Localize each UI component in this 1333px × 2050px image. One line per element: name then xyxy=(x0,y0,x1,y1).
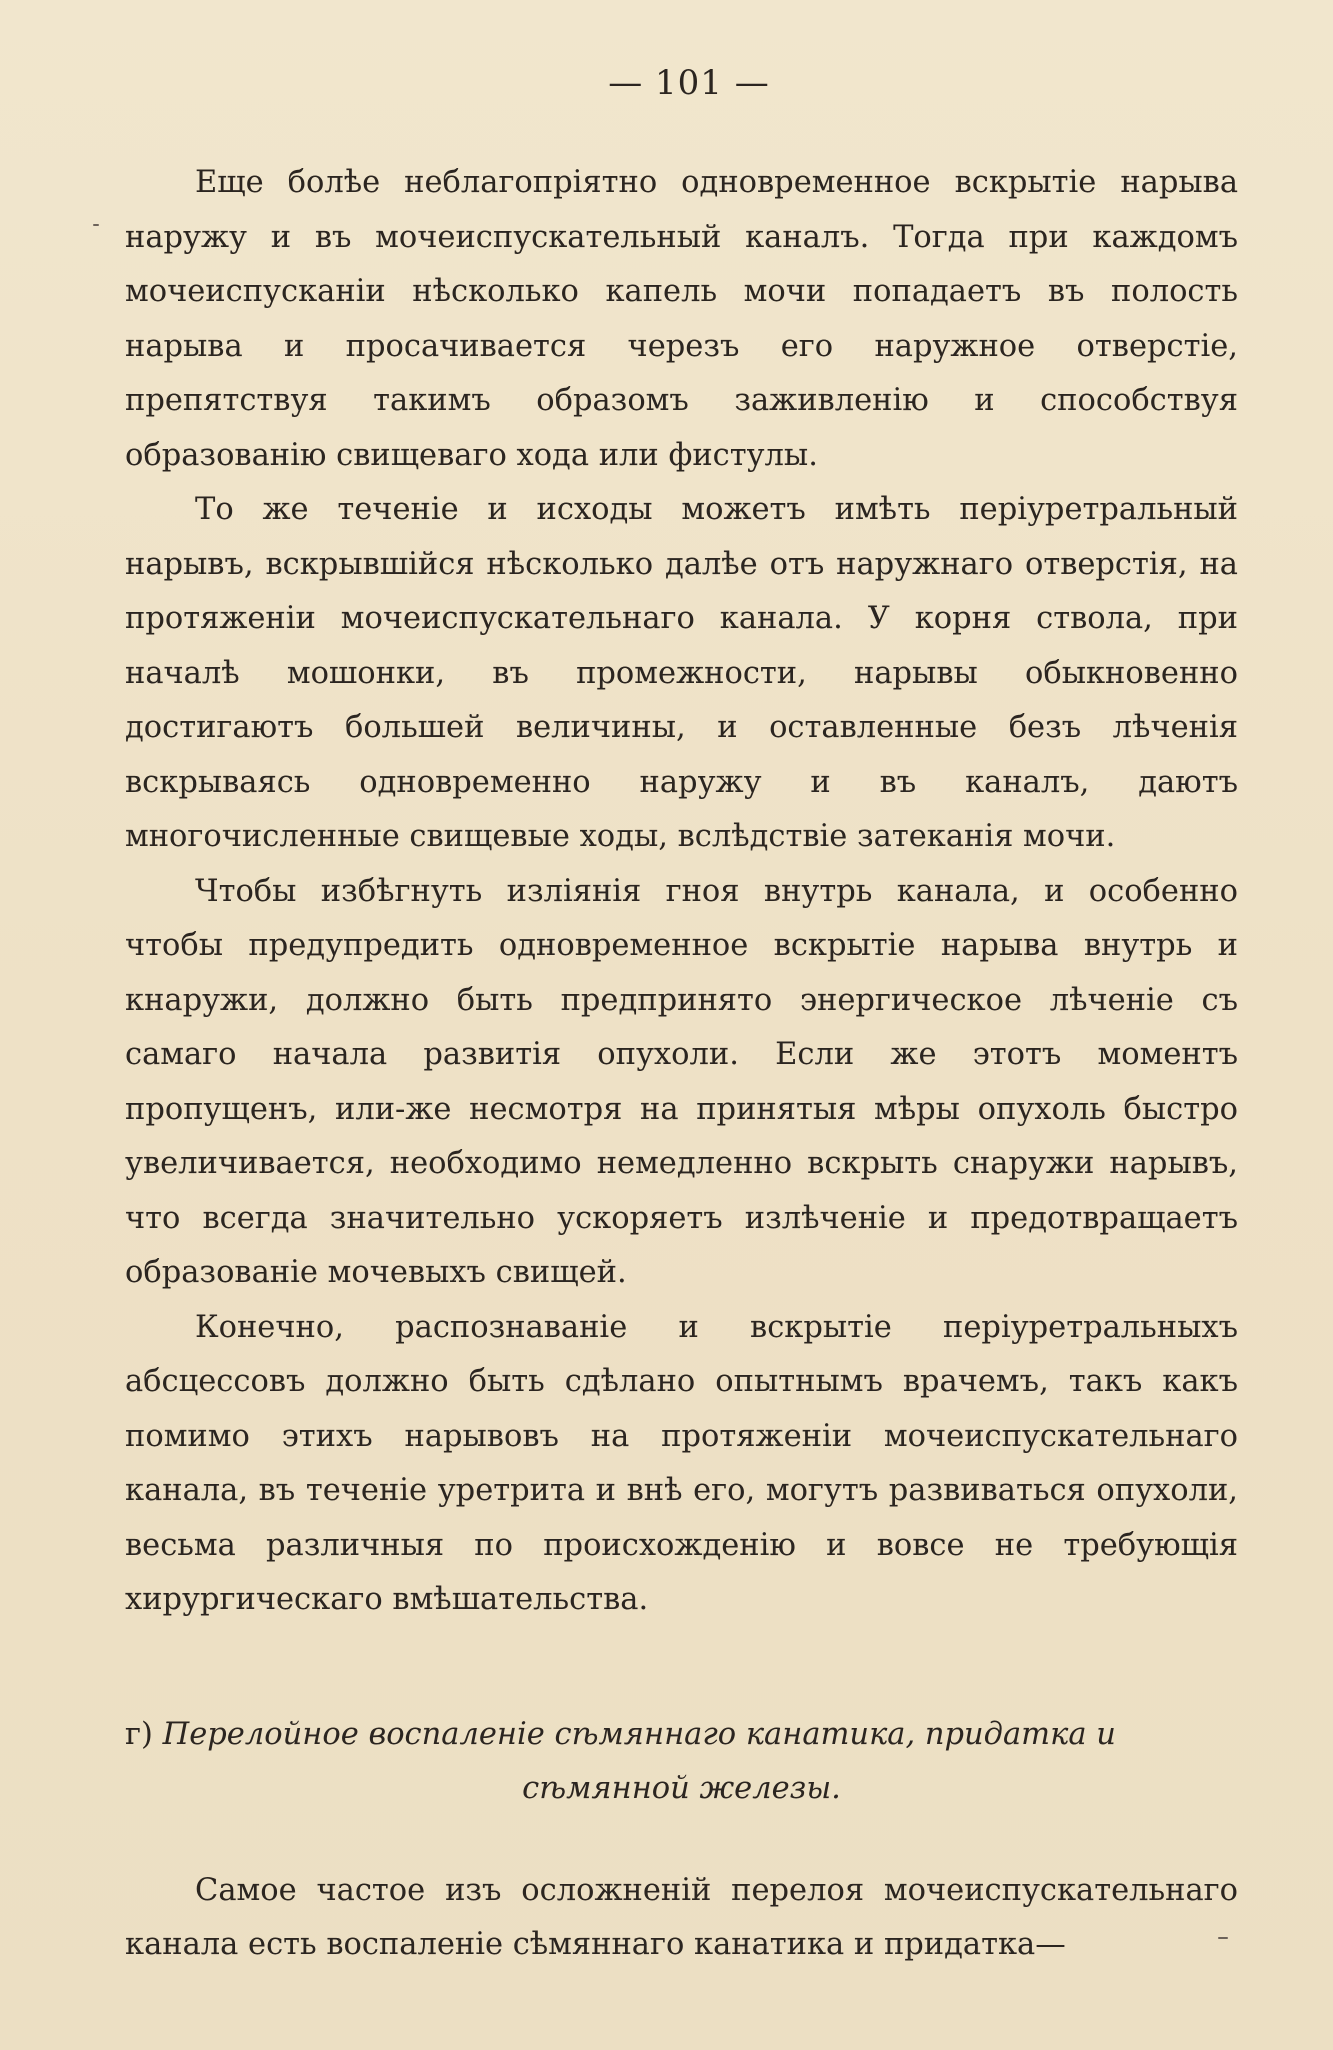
paragraph-1: Еще болѣе неблагопріятно одновременное вскрытіе нарыва наружу и въ мочеиспускательный каналъ. Тогда при каждомъ мочеиспусканіи нѣсколько капель мочи попадаетъ въ полость нарыва и просачивается черезъ его наружное отверстіе, препятствуя такимъ образомъ заживленію и способствуя образованію свищеваго хода или фистулы. xyxy=(125,165,1238,473)
print-speck xyxy=(1218,1937,1228,1939)
paragraph-2: То же теченіе и исходы можетъ имѣть періуретральный нарывъ, вскрывшійся нѣсколько далѣе отъ наружнаго отверстія, на протяженіи мочеиспускательнаго канала. У корня ствола, при началѣ мошонки, въ промежности, нарывы обыкновенно достигаютъ большей величины, и оставленные безъ лѣченія вскрываясь одновременно наружу и въ каналъ, даютъ многочисленные свищевые ходы, вслѣдствіе затеканія мочи. xyxy=(125,492,1238,854)
section-heading xyxy=(125,1708,1238,1816)
section-label: г) xyxy=(125,1716,153,1752)
paragraph-3: Чтобы избѣгнуть изліянія гноя внутрь канала, и особенно чтобы предупредить одновременное вскрытіе нарыва внутрь и кнаружи, должно быть предпринято энергическое лѣченіе съ самаго начала развитія опухоли. Если же этотъ моментъ пропущенъ, или-же несмотря на принятыя мѣры опухоль быстро увеличивается, необходимо немедленно вскрыть снаружи нарывъ, что всегда значительно ускоряетъ излѣченіе и предотвращаетъ образованіе мочевыхъ свищей. xyxy=(125,873,1238,1290)
paragraph-5: Самое частое изъ осложненій перелоя мочеиспускательнаго канала есть воспаленіе сѣмяннаго канатика и придатка— xyxy=(125,1872,1238,1962)
page-number: — 101 — xyxy=(608,63,770,103)
print-speck xyxy=(93,224,99,226)
paragraph-4: Конечно, распознаваніе и вскрытіе періуретральныхъ абсцессовъ должно быть сдѣлано опытнымъ врачемъ, такъ какъ помимо этихъ нарывовъ на протяженіи мочеиспускательнаго канала, въ теченіе уретрита и внѣ его, могутъ развиваться опухоли, весьма различныя по происхожденію и вовсе не требующія хирургическаго вмѣшательства. xyxy=(125,1309,1238,1617)
section-title-line-2: сѣмянной железы. xyxy=(522,1770,841,1806)
section-title-line-1: Перелойное воспаленіе сѣмяннаго канатика, придатка и xyxy=(162,1716,1116,1752)
